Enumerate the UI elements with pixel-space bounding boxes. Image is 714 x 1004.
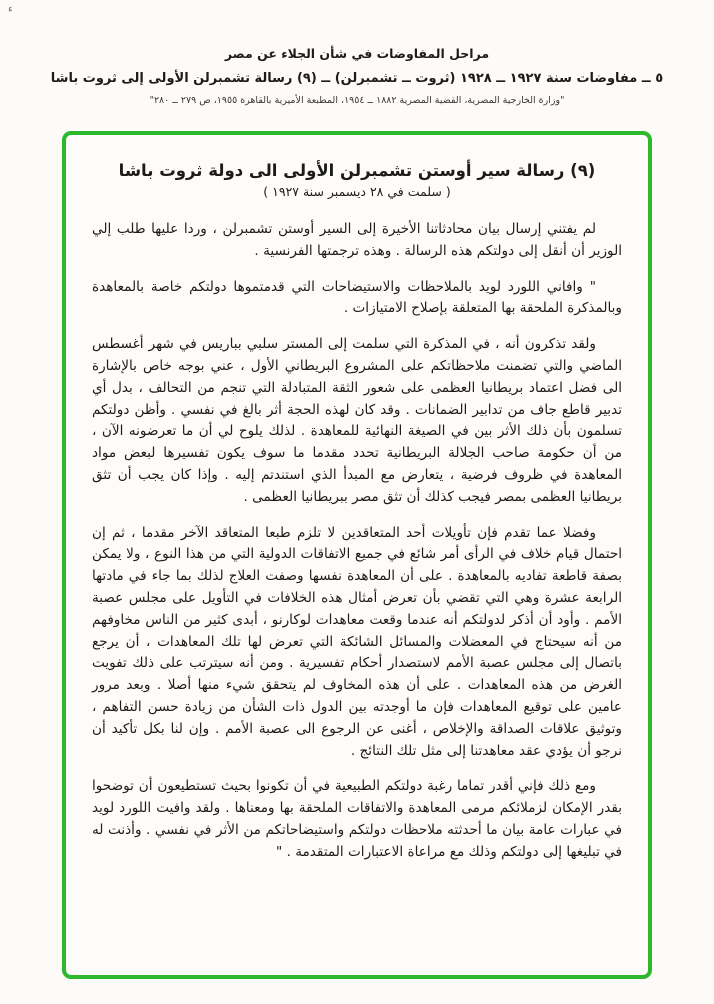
letter-paragraph-2: " وافاني اللورد لويد بالملاحظات والاستيضاحات التي قدمتموها دولتكم خاصة بالمعاهدة وبالمذكرة الملحقة بها المتعلقة بإصلاح الامتيازات . [92, 278, 622, 317]
document-header [0, 0, 714, 106]
letter-paragraph-3: ولقد تذكرون أنه ، في المذكرة التي سلمت إلى المستر سلبي بباريس في شهر أغسطس الماضي والتي تضمنت ملاحظاتكم على المشروع البريطاني الأول ، عني بوجه خاص بالإشارة الى فضل اعتماد بريطانيا العظمى على شعور الثقة المتبادلة التي تنجم من التحالف ، بدل أي تدبير قاطع جاف من تدابير الضمانات . وقد كان لهذه الحجة أثر بالغ في نفسي . وأظن دولتكم تسلمون بأن ذلك الأثر بين في الصيغة النهائية للمعاهدة . لذلك يلوح لي أن ما تعرضونه الآن ، من أن حكومة صاحب الجلالة البريطانية تحدد مقدما ما سوف يكون تفسيرها لبعض مواد المعاهدة في ظروف فرضية ، يتعارض مع المبدأ الذي استندتم إليه . وإذا كان يجب أن تثق بريطانيا العظمى بمصر فيجب كذلك أن تثق مصر ببريطانيا العظمى . [92, 336, 622, 505]
letter-paragraph-1: لم يفتني إرسال بيان محادثاتنا الأخيرة إلى السير أوستن تشمبرلن ، وردا عليها طلب إلي الوزير أن أنقل إلى دولتكم هذه الرسالة . وهذه ترجمتها الفرنسية . [92, 221, 622, 259]
header-source-citation: "وزارة الخارجية المصرية، القضية المصرية ١٨٨٢ ــ ١٩٥٤، المطبعة الأميرية بالقاهرة ١٩٥٥، ص ٢٧٩ ــ ٢٨٠" [149, 95, 565, 106]
header-title: مراحل المفاوضات في شأن الجلاء عن مصر [224, 46, 490, 61]
letter-paragraph-5: ومع ذلك فإني أقدر تماما رغبة دولتكم الطبيعية في أن تكونوا بحيث تستطيعون أن توضحوا بقدر الإمكان لزملائكم مرمى المعاهدة والاتفاقات الملحقة بها ومعناها . ولقد وافيت اللورد لويد في عبارات عامة بيان ما أحدثته ملاحظات دولتكم واستيضاحاتكم من الأثر في نفسي . وأذنت له في تبليغها إلى دولتكم وذلك مع مراعاة الاعتبارات المتقدمة . " [92, 778, 622, 860]
letter-title: (٩) رسالة سير أوستن تشمبرلن الأولى الى دولة ثروت باشا [118, 161, 596, 180]
letter-highlight-frame [62, 131, 652, 979]
letter-date-line: ( سلمت في ٢٨ ديسمبر سنة ١٩٢٧ ) [263, 184, 451, 199]
letter-paragraph-4: وفضلا عما تقدم فإن تأويلات أحد المتعاقدين لا تلزم طبعا المتعاقد الآخر مقدما ، ثم إن احتمال قيام خلاف في الرأى أمر شائع في جميع الاتفاقات الدولية التي من هذا النوع ، ولا يمكن بصفة قاطعة تفاديه بالمعاهدة . على أن المعاهدة نفسها وصفت العلاج لذلك بما جاء في مادتها الرابعة عشرة وهي التي تقضي بأن تعرض أمثال هذه الخلافات في التأويل على مجلس عصبة الأمم . وأود أن أذكر لدولتكم أنه عندما وقعت معاهدات لوكارنو ، أبدى كثير من الناس مخاوفهم من أنه سيحتاج في المعضلات والمسائل الشائكة التي تعرض لها تلك المعاهدات ، أن يرجع باتصال إلى مجلس عصبة الأمم لاستصدار أحكام تفسيرية . ومن أنه سيترتب على ذلك تفويت الغرض من هذه المعاهدات . على أن هذه المخاوف لم يتحقق شيء منها أصلا . وبعد مرور عامين على توقيع المعاهدات فإن ما أوجدته بين الدول ذات الشأن من زيادة حسن التفاهم ، وتوثيق علاقات الصداقة والإخلاص ، أغنى عن الرجوع الى عصبة الأمم . وإن لنا بكل تأكيد أن نرجو أن يؤدي عقد معاهدتنا إلى مثل تلك النتائج . [92, 524, 622, 759]
header-subtitle: ٥ ــ مفاوضات سنة ١٩٢٧ ــ ١٩٢٨ (ثروت ــ تشمبرلن) ــ (٩) رسالة تشمبرلن الأولى إلى ثروت باشا [50, 71, 664, 86]
corner-mark: ء [8, 4, 13, 15]
